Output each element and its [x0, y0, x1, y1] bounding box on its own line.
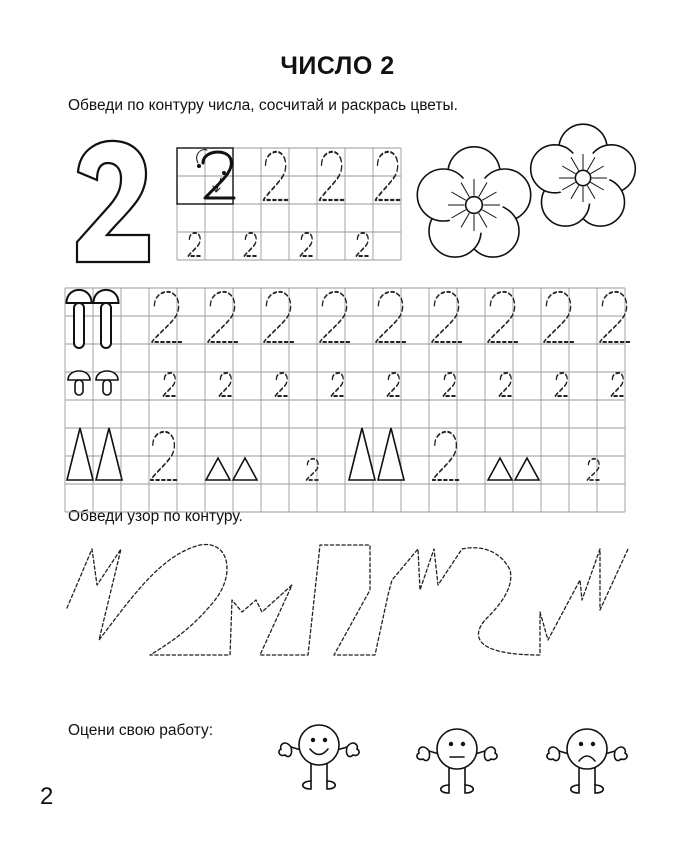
dashed-digit-2 [300, 233, 313, 256]
dashed-digit-2 [163, 373, 176, 396]
mushroom-icon [94, 290, 119, 348]
outlined-digit-2-icon [77, 141, 149, 262]
mushroom-icon [96, 371, 118, 395]
dashed-digit-2 [152, 292, 182, 342]
instruction-trace: Обведи по контуру числа, сосчитай и раскрась цветы. [68, 97, 458, 114]
dashed-digit-2 [587, 459, 600, 480]
dashed-digit-2 [188, 233, 201, 256]
triangle-shape [67, 428, 93, 480]
triangle-shape [233, 458, 257, 480]
dashed-digit-2 [443, 373, 456, 396]
dashed-digit-2 [331, 373, 344, 396]
dashed-digit-2 [264, 292, 294, 342]
dashed-digit-2 [387, 373, 400, 396]
dashed-digit-2 [306, 459, 319, 480]
dashed-digit-2 [544, 292, 574, 342]
flower-icon [417, 147, 530, 257]
triangle-shape [488, 458, 512, 480]
instruction-pattern: Обведи узор по контуру. [68, 508, 243, 525]
mushroom-icon [67, 290, 92, 348]
dashed-digit-2 [611, 373, 624, 396]
dashed-digit-2 [600, 292, 630, 342]
dashed-digit-2 [208, 292, 238, 342]
dashed-digit-2 [219, 373, 232, 396]
page-number: 2 [40, 783, 54, 810]
flower-icon [531, 124, 636, 226]
happy-face-icon [279, 725, 359, 789]
dashed-digit-2 [432, 292, 462, 342]
dashed-digit-2 [356, 233, 369, 256]
dashed-digit-2 [320, 292, 350, 342]
mushroom-icon [68, 371, 90, 395]
instruction-rate: Оцени свою работу: [68, 722, 213, 739]
tracing-grid-main [65, 288, 625, 512]
triangle-shape [96, 428, 122, 480]
dashed-digit-2 [376, 292, 406, 342]
dashed-digit-2 [488, 292, 518, 342]
dashed-pattern [67, 545, 628, 655]
dashed-digit-2 [499, 373, 512, 396]
triangle-shape [206, 458, 230, 480]
triangle-shape [349, 428, 375, 480]
triangle-shape [378, 428, 404, 480]
sad-face-icon [547, 729, 627, 793]
triangle-shape [515, 458, 539, 480]
dashed-digit-2 [275, 373, 288, 396]
dashed-digit-2 [244, 233, 257, 256]
neutral-face-icon [417, 729, 497, 793]
page-title: ЧИСЛО 2 [280, 52, 395, 80]
dashed-digit-2 [555, 373, 568, 396]
